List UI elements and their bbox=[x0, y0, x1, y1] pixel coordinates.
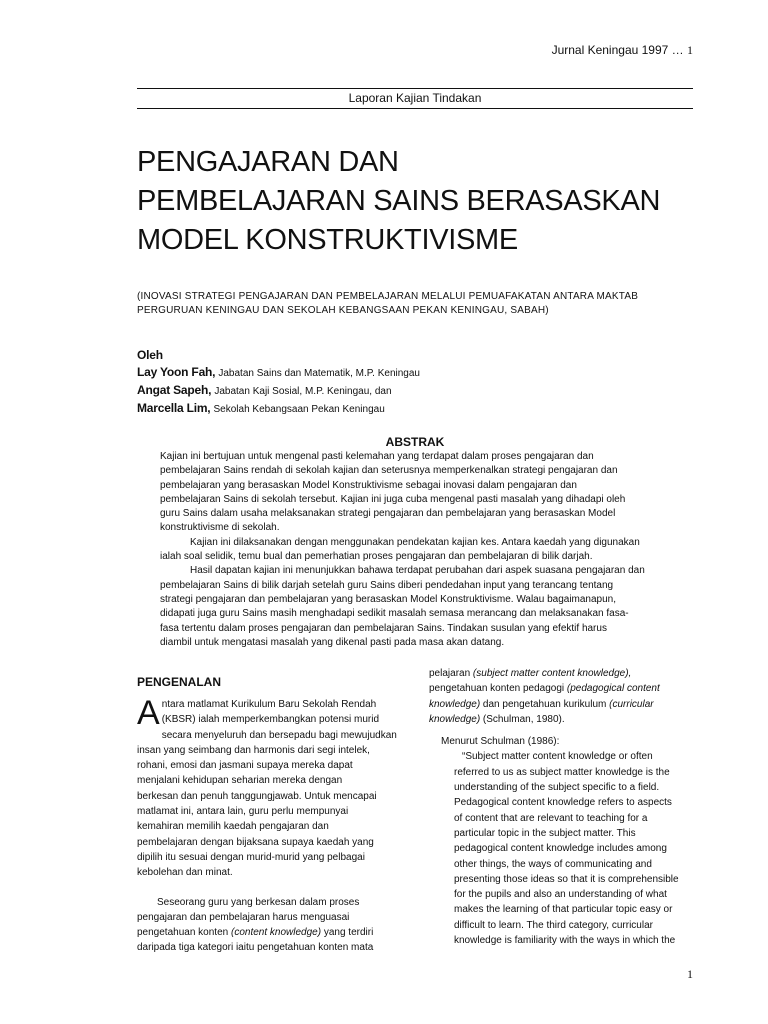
quote-line: understanding of the subject specific to a field. bbox=[454, 782, 660, 794]
body-line: pengetahuan konten pedagogi bbox=[429, 683, 567, 695]
top-rule bbox=[137, 88, 693, 89]
body-line: menjalani kehidupan seharian mereka dengan bbox=[137, 775, 343, 787]
abstract-line: Kajian ini bertujuan untuk mengenal pasti kelemahan yang terdapat dalam proses pengajaran dan bbox=[160, 451, 594, 462]
author-line bbox=[137, 364, 697, 382]
body-line: kebolehan dan minat. bbox=[137, 867, 233, 879]
abstract-heading: ABSTRAK bbox=[385, 435, 445, 449]
intro-paragraph-2-cont-right bbox=[429, 666, 691, 727]
body-line: pengetahuan konten bbox=[137, 927, 231, 939]
body-line: dan pengetahuan kurikulum bbox=[480, 698, 610, 710]
quote-line: makes the learning of that particular topic easy or bbox=[454, 904, 673, 916]
left-column bbox=[137, 694, 397, 956]
author-name: Marcella Lim, bbox=[137, 401, 211, 415]
abstract-line: guru Sains dalam usaha melaksanakan strategi pengajaran dan pembelajaran yang berasaskan Model bbox=[160, 508, 616, 520]
introduction-heading: PENGENALAN bbox=[137, 675, 222, 689]
author-affiliation: Jabatan Sains dan Matematik, M.P. Keningau bbox=[218, 368, 420, 379]
author-name: Lay Yoon Fah, bbox=[137, 365, 216, 379]
intro-paragraph-1 bbox=[137, 694, 397, 881]
quote-line: presenting those ideas so that it is comprehensible bbox=[454, 873, 679, 885]
title-line-1: PENGAJARAN DAN bbox=[137, 146, 399, 178]
body-line: pengajaran dan pembelajaran harus menguasai bbox=[137, 911, 350, 923]
quote-line: for the pupils and also an understanding of what bbox=[454, 889, 667, 901]
body-line: (KBSR) ialah memperkembangkan potensi murid bbox=[161, 714, 380, 726]
abstract-line: pembelajaran Sains di sekolah tersebut. Kajian ini juga cuba mengenal pasti masalah yang dihadapi oleh bbox=[160, 493, 626, 505]
intro-paragraph-2-cont bbox=[137, 910, 397, 956]
article-subtitle bbox=[137, 290, 697, 318]
italic-term: knowledge) bbox=[429, 698, 481, 710]
journal-header bbox=[552, 43, 693, 58]
quote-line: Pedagogical content knowledge refers to aspects bbox=[454, 797, 672, 809]
italic-term: (subject matter content knowledge), bbox=[472, 668, 632, 679]
abstract-line: Hasil dapatan kajian ini menunjukkan bahawa terdapat perubahan dari aspek suasana pengajaran dan bbox=[190, 565, 645, 577]
quote-line: particular topic in the subject matter. This bbox=[454, 827, 636, 839]
author-name: Angat Sapeh, bbox=[137, 383, 212, 397]
abstract-line: pembelajaran yang berasaskan Model Konstruktivisme sebagai inovasi dalam pengajaran dan bbox=[160, 479, 577, 491]
block-quote bbox=[429, 749, 691, 948]
body-line: berkesan dan penuh tanggungjawab. Untuk mencapai bbox=[137, 790, 377, 802]
title-line-3: MODEL KONSTRUKTIVISME bbox=[137, 224, 518, 256]
abstract-line: strategi pengajaran dan pembelajaran yang berasaskan Model Konstruktivisme. Walau bagaimanapun, bbox=[160, 593, 617, 605]
abstract-line: ialah soal selidik, temu bual dan pemerhatian proses pengajaran dan pembelajaran di bilik darjah. bbox=[160, 551, 593, 563]
bottom-rule bbox=[137, 108, 693, 109]
author-line bbox=[137, 382, 697, 400]
author-line bbox=[137, 400, 697, 418]
quote-line: of content that are relevant to teaching for a bbox=[454, 812, 648, 824]
abstract-line: Kajian ini dilaksanakan dengan menggunakan pendekatan kajian kes. Antara kaedah yang digunakan bbox=[190, 536, 640, 548]
body-line: pembelajaran dengan bijaksana supaya kaedah yang bbox=[137, 836, 374, 848]
header-page-number: 1 bbox=[687, 43, 693, 57]
abstract-line: pembelajaran Sains rendah di sekolah kajian dan seterusnya memperkenalkan strategi pengajaran dan bbox=[160, 465, 618, 477]
quote-intro: Menurut Schulman (1986): bbox=[441, 736, 560, 748]
quote-line: other things, the ways of communicating and bbox=[454, 858, 652, 870]
intro-paragraph-2 bbox=[137, 895, 397, 910]
body-line: (Schulman, 1980). bbox=[480, 713, 565, 725]
abstract-line: fasa tertentu dalam proses pengajaran dan pembelajaran Sains. Tindakan susulan yang efektif harus bbox=[160, 622, 607, 634]
body-line: yang terdiri bbox=[321, 927, 374, 939]
quote-line: pedagogical content knowledge includes among bbox=[454, 843, 667, 855]
drop-cap: A bbox=[137, 694, 160, 732]
right-column bbox=[429, 666, 691, 948]
body-line: kemahiran memilih kaedah pengajaran dan bbox=[137, 821, 329, 833]
body-line: insan yang seimbang dan harmonis dari segi intelek, bbox=[137, 744, 370, 756]
report-type: Laporan Kajian Tindakan bbox=[348, 91, 482, 105]
abstract-line: pembelajaran Sains di bilik darjah setelah guru Sains diberi pendedahan input yang terancang tentang bbox=[160, 579, 614, 591]
italic-term: (content knowledge) bbox=[230, 927, 322, 939]
body-line: pelajaran bbox=[429, 668, 473, 679]
body-line: ntara matlamat Kurikulum Baru Sekolah Rendah bbox=[161, 699, 377, 710]
abstract-line: konstruktivisme di sekolah. bbox=[160, 522, 280, 534]
italic-term: (pedagogical content bbox=[566, 683, 660, 695]
body-line: secara menyeluruh dan bersepadu bagi mewujudkan bbox=[161, 729, 397, 741]
journal-name: Jurnal Keningau 1997 … bbox=[551, 43, 684, 57]
byline bbox=[137, 347, 697, 418]
body-line: dipilih itu sesuai dengan murid-murid yang pelbagai bbox=[137, 851, 365, 863]
subtitle-line-1: (INOVASI STRATEGI PENGAJARAN DAN PEMBELAJARAN MELALUI PEMUAFAKATAN ANTARA MAKTAB bbox=[137, 291, 639, 302]
page-number: 1 bbox=[687, 967, 693, 981]
body-line: Seseorang guru yang berkesan dalam proses bbox=[157, 896, 360, 908]
quote-line: difficult to learn. The third category, curricular bbox=[454, 919, 653, 931]
quote-line: “Subject matter content knowledge or often bbox=[462, 751, 653, 763]
body-line: matlamat ini, antara lain, guru perlu mempunyai bbox=[137, 806, 349, 818]
body-line: daripada tiga kategori iaitu pengetahuan konten mata bbox=[137, 942, 374, 954]
quote-line: knowledge is familiarity with the ways in which the bbox=[454, 935, 676, 947]
body-line: rohani, emosi dan jasmani supaya mereka dapat bbox=[137, 760, 353, 772]
abstract-body bbox=[160, 450, 675, 650]
subtitle-line-2: PERGURUAN KENINGAU DAN SEKOLAH KEBANGSAAN PEKAN KENINGAU, SABAH) bbox=[137, 305, 549, 316]
quote-line: referred to us as subject matter knowledge is the bbox=[454, 766, 670, 778]
italic-term: knowledge) bbox=[429, 713, 481, 725]
author-affiliation: Sekolah Kebangsaan Pekan Keningau bbox=[213, 404, 385, 415]
article-title bbox=[137, 143, 737, 260]
abstract-line: diambil untuk mengatasi masalah yang dikenal pasti pada masa akan datang. bbox=[160, 636, 505, 648]
byline-label: Oleh bbox=[137, 348, 163, 362]
author-affiliation: Jabatan Kaji Sosial, M.P. Keningau, dan bbox=[214, 386, 392, 397]
title-line-2: PEMBELAJARAN SAINS BERASASKAN bbox=[137, 185, 661, 217]
italic-term: (curricular bbox=[609, 698, 654, 710]
abstract-line: didapati juga guru Sains masih menghadapi sedikit masalah semasa merancang dan melaksanakan fasa- bbox=[160, 608, 629, 620]
